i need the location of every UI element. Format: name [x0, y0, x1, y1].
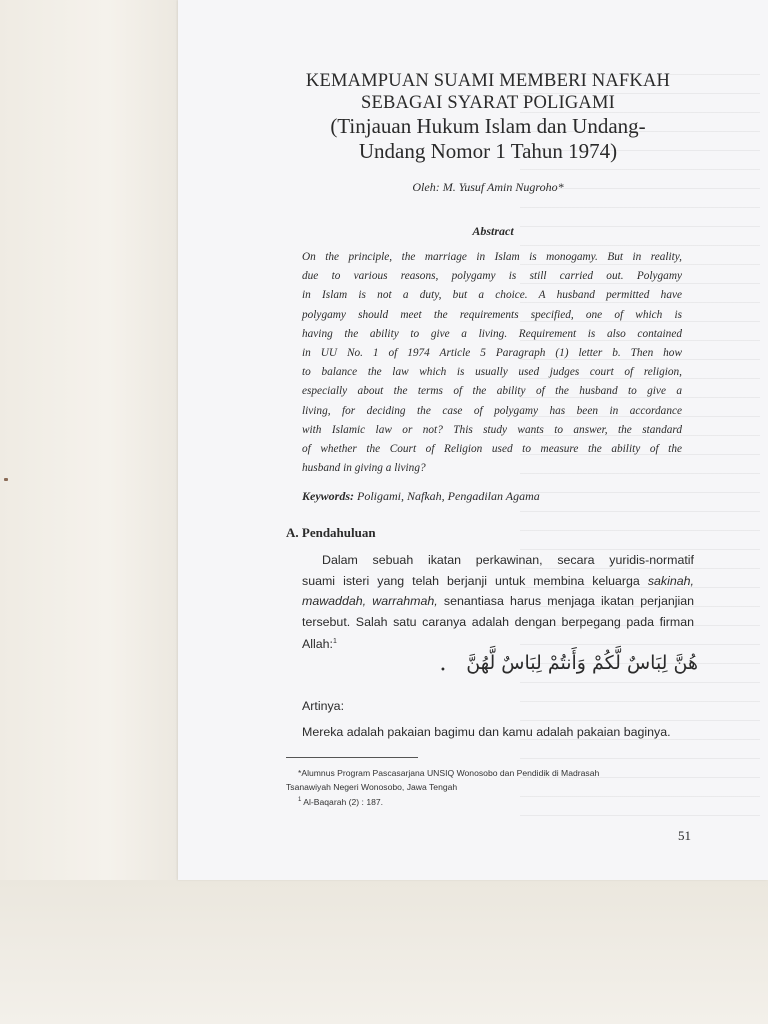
abstract-body: [302, 248, 682, 478]
footnote-ref: 1: [333, 638, 337, 645]
abstract-line: in Islam is not a duty, but a choice. A husband permitted have: [302, 289, 682, 302]
footnote-2: [298, 797, 383, 807]
paragraph-line: [302, 591, 694, 612]
paragraph-text: senantiasa harus menjaga ikatan perjanjian: [437, 594, 695, 608]
arabic-verse: هُنَّ لِبَاسٌ لَّكُمْ وَأَنتُمْ لِبَاسٌ لَّهُنَّ: [466, 652, 698, 674]
verse-separator-dot: •: [440, 665, 446, 676]
title-line-4: Undang Nomor 1 Tahun 1974): [358, 139, 618, 163]
article-title: [298, 70, 678, 164]
abstract-line: with Islamic law or not? This study wants to answer, the standard: [302, 423, 682, 436]
footnote-1-line-2: Tsanawiyah Negeri Wonosobo, Jawa Tengah: [286, 782, 458, 792]
abstract-line: due to various reasons, polygamy is still carried out. Polygamy: [302, 270, 682, 283]
abstract-line: polygamy should meet the requirements specified, one of which is: [302, 308, 682, 321]
abstract-line: in UU No. 1 of 1974 Article 5 Paragraph (1) letter b. Then how: [302, 347, 682, 360]
abstract-line: of whether the Court of Religion used to measure the ability of the: [302, 443, 682, 456]
footnote-marker: 1: [298, 797, 302, 804]
paragraph-italic: sakinah,: [647, 573, 694, 588]
abstract-line: husband in giving a living?: [302, 462, 426, 475]
scan-background-bottom: [0, 880, 768, 1024]
paragraph-line: [302, 571, 694, 592]
page-number: 51: [678, 828, 691, 843]
scan-background-left: [0, 0, 178, 1024]
abstract-heading: Abstract: [472, 224, 514, 238]
abstract-line: to balance the law which is usually used judges court of religion,: [302, 366, 682, 379]
paragraph-text: Allah:: [302, 637, 333, 652]
abstract-line: On the principle, the marriage in Islam is monogamy. But in reality,: [302, 251, 682, 263]
keywords-label: Keywords:: [302, 489, 354, 503]
abstract-line: living, for deciding the case of polygamy has been in accordance: [302, 404, 682, 417]
title-line-3: (Tinjauan Hukum Islam dan Undang-: [330, 114, 646, 138]
artinya-label: Artinya:: [302, 699, 345, 713]
scan-speck: [4, 478, 8, 481]
section-heading: A. Pendahuluan: [286, 525, 376, 540]
author-line: Oleh: M. Yusuf Amin Nugroho*: [412, 180, 564, 194]
intro-paragraph: [302, 550, 694, 655]
footnote-1-line-1: *Alumnus Program Pascasarjana UNSIQ Wonosobo dan Pendidik di Madrasah: [298, 768, 600, 778]
keywords: [302, 489, 692, 504]
title-line-1: KEMAMPUAN SUAMI MEMBERI NAFKAH: [305, 71, 671, 91]
title-line-2: SEBAGAI SYARAT POLIGAMI: [360, 93, 616, 113]
keywords-value: Poligami, Nafkah, Pengadilan Agama: [354, 489, 540, 503]
footnote-2-text: Al-Baqarah (2) : 187.: [303, 797, 384, 807]
verse-translation: Mereka adalah pakaian bagimu dan kamu adalah pakaian baginya.: [302, 725, 671, 739]
footnote-rule: [286, 757, 418, 758]
abstract-line: especially about the terms of the ability of the husband to give a: [302, 385, 682, 398]
paragraph-italic: mawaddah, warrahmah,: [302, 594, 438, 608]
abstract-line: having the ability to give a living. Requirement is also contained: [302, 327, 682, 340]
paragraph-line: Dalam sebuah ikatan perkawinan, secara yuridis-normatif: [322, 553, 694, 567]
paragraph-text: suami isteri yang telah berjanji untuk membina keluarga: [302, 573, 648, 588]
paragraph-line: tersebut. Salah satu caranya adalah dengan berpegang pada firman: [302, 614, 694, 629]
